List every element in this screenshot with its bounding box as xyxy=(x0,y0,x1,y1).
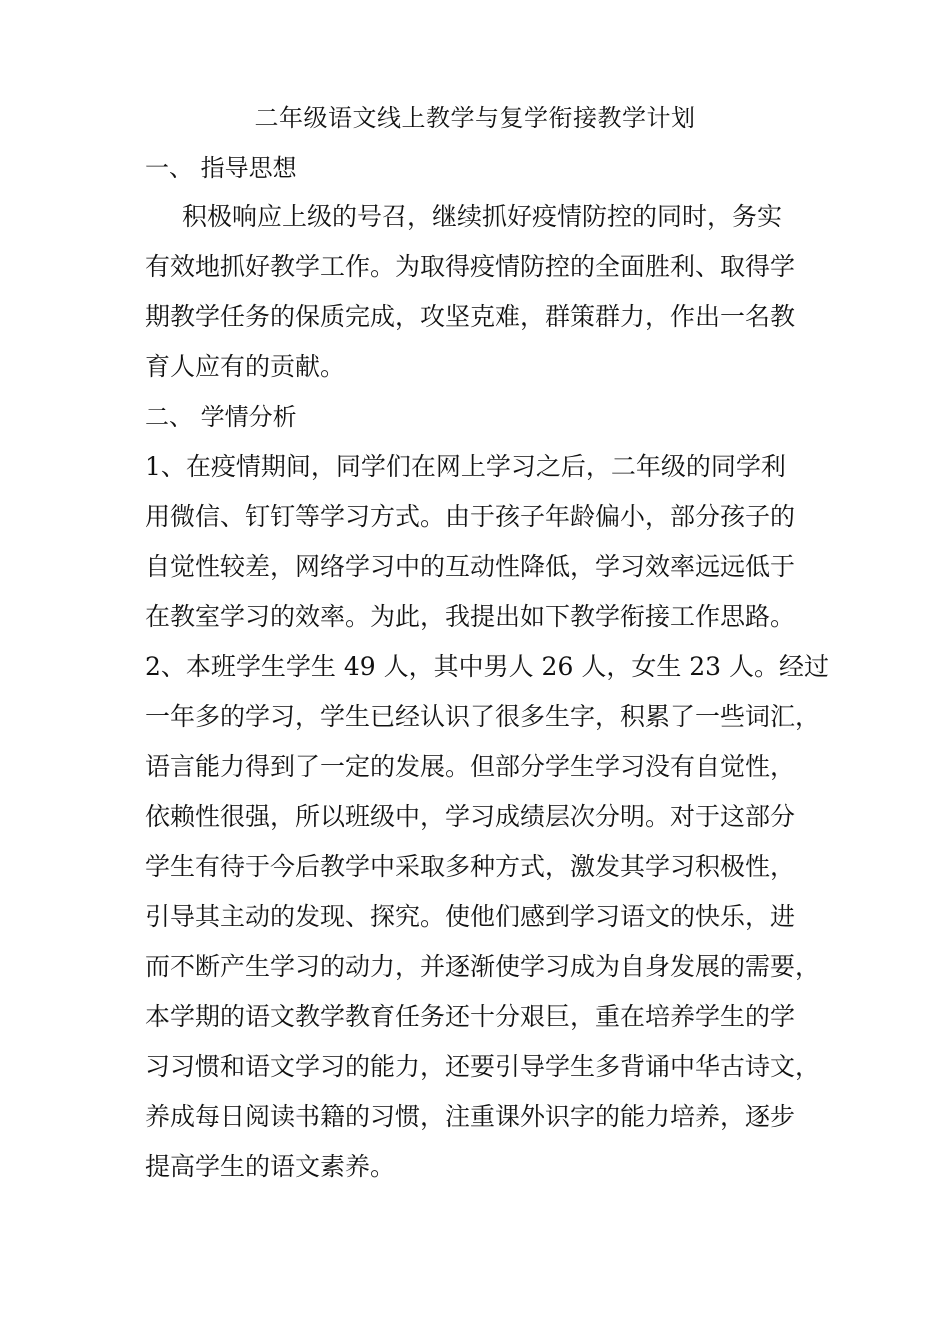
document-title: 二年级语文线上教学与复学衔接教学计划 xyxy=(254,104,696,132)
paragraph-line: 育人应有的贡献。 xyxy=(145,352,346,381)
paragraph-line: 提高学生的语文素养。 xyxy=(145,1152,396,1181)
paragraph-line: 依赖性很强，所以班级中，学习成绩层次分明。对于这部分 xyxy=(145,802,796,831)
paragraph-line: 自觉性较差，网络学习中的互动性降低，学习效率远远低于 xyxy=(145,552,796,581)
paragraph-line: 2、本班学生学生 49 人，其中男人 26 人，女生 23 人。经过 xyxy=(145,652,830,681)
paragraph-line: 1、在疫情期间，同学们在网上学习之后，二年级的同学利 xyxy=(145,452,786,481)
section-heading-guiding-ideology: 一、 指导思想 xyxy=(145,154,297,182)
paragraph-line: 一年多的学习，学生已经认识了很多生字，积累了一些词汇， xyxy=(145,702,821,731)
paragraph-line: 学生有待于今后教学中采取多种方式，激发其学习积极性， xyxy=(145,852,796,881)
paragraph-line: 在教室学习的效率。为此，我提出如下教学衔接工作思路。 xyxy=(145,602,796,631)
paragraph-line: 引导其主动的发现、探究。使他们感到学习语文的快乐，进 xyxy=(145,902,796,931)
paragraph-line: 用微信、钉钉等学习方式。由于孩子年龄偏小，部分孩子的 xyxy=(145,502,796,531)
paragraph-line: 语言能力得到了一定的发展。但部分学生学习没有自觉性， xyxy=(145,752,796,781)
paragraph-line: 本学期的语文教学教育任务还十分艰巨，重在培养学生的学 xyxy=(145,1002,796,1031)
paragraph-line: 有效地抓好教学工作。为取得疫情防控的全面胜利、取得学 xyxy=(145,252,796,281)
section-heading-student-analysis: 二、 学情分析 xyxy=(145,403,297,431)
paragraph-line: 积极响应上级的号召，继续抓好疫情防控的同时，务实 xyxy=(182,202,783,231)
paragraph-line: 习习惯和语文学习的能力，还要引导学生多背诵中华古诗文， xyxy=(145,1052,821,1081)
paragraph-line: 而不断产生学习的动力，并逐渐使学习成为自身发展的需要， xyxy=(145,952,821,981)
paragraph-line: 期教学任务的保质完成，攻坚克难，群策群力，作出一名教 xyxy=(145,302,796,331)
paragraph-line: 养成每日阅读书籍的习惯，注重课外识字的能力培养，逐步 xyxy=(145,1102,796,1131)
